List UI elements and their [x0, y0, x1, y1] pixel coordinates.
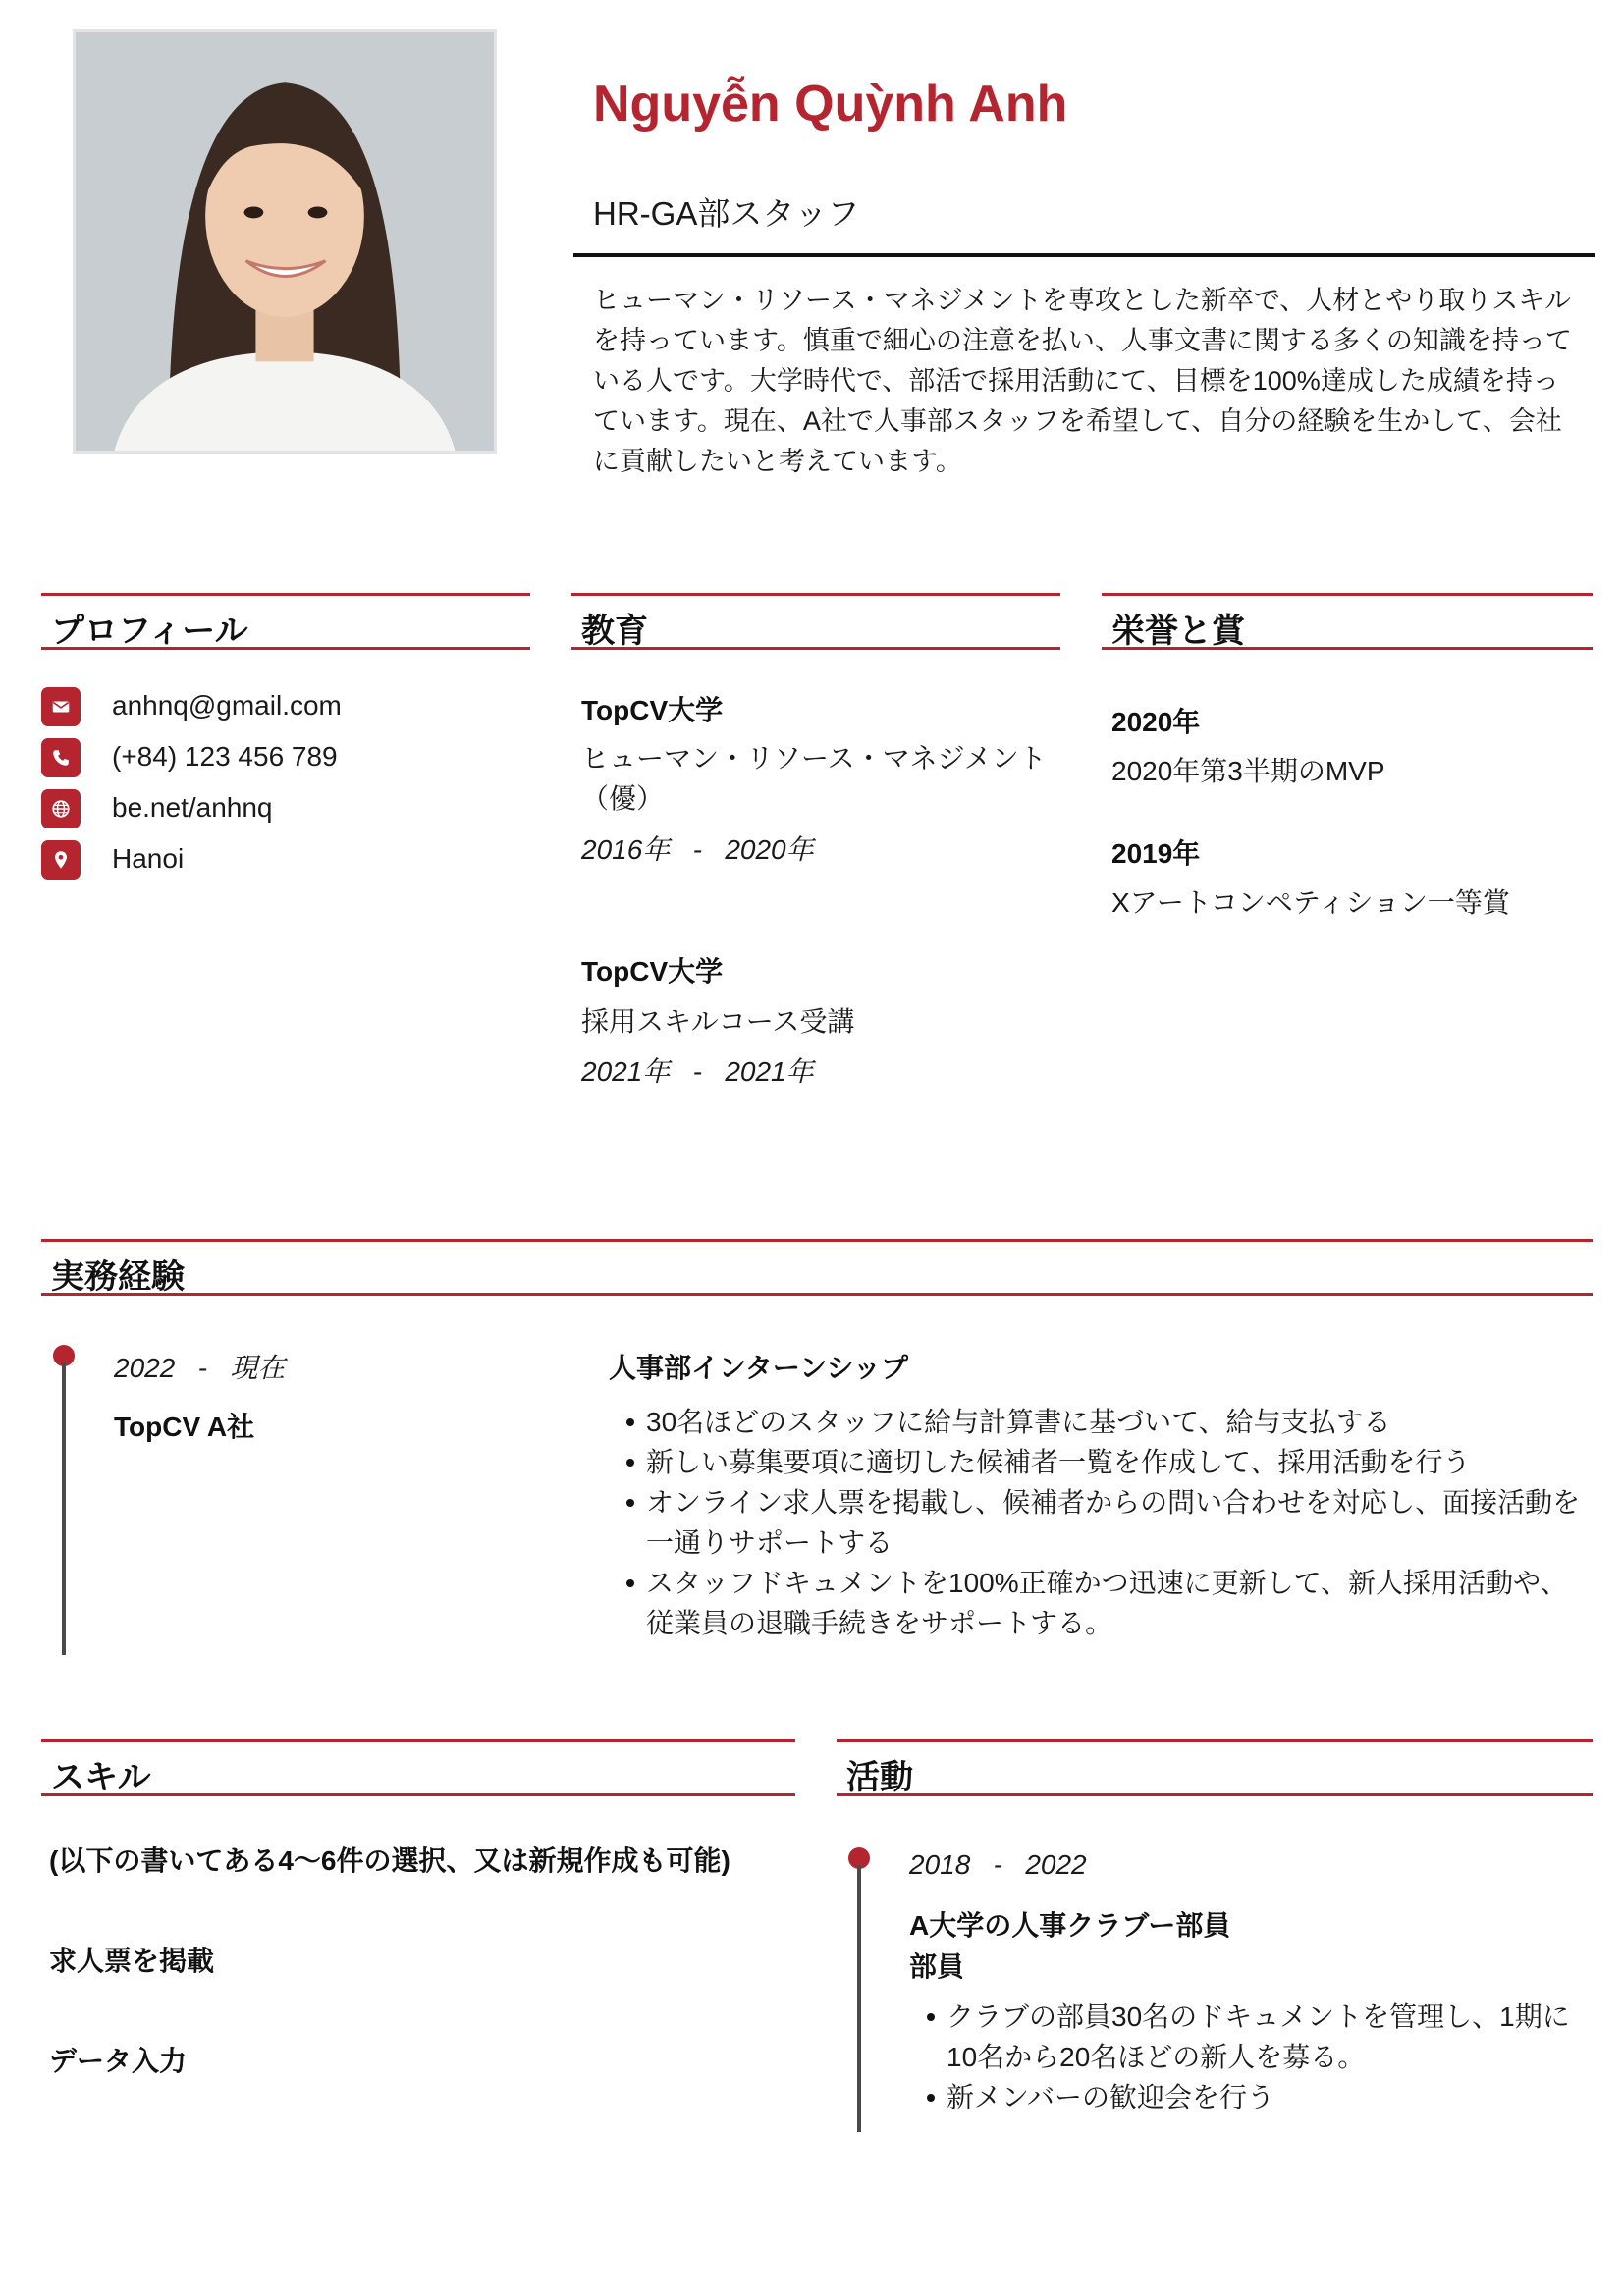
education-section-header: [571, 593, 1060, 650]
experience-section-header: [41, 1239, 1593, 1296]
activity-role: 部員: [909, 1951, 965, 1982]
list-item: スタッフドキュメントを100%正確かつ迅速に更新して、新人採用活動や、従業員の退職手続きをサポートする。: [624, 1563, 1581, 1643]
email-icon: [41, 687, 81, 726]
awards-section-title: 栄誉と賞: [1111, 613, 1245, 650]
phone-icon: [41, 738, 81, 777]
contact-website-text[interactable]: be.net/anhnq: [112, 792, 273, 823]
skills-section-title: スキル: [51, 1759, 151, 1796]
skill-item: 求人票を掲載: [49, 1946, 215, 1976]
timeline-line: [62, 1362, 66, 1655]
skills-section-header: [41, 1739, 795, 1796]
profile-section-header: [41, 593, 530, 650]
contact-email-text[interactable]: anhnq@gmail.com: [112, 690, 342, 721]
location-pin-icon: [41, 840, 81, 880]
education-school: TopCV大学: [581, 695, 724, 725]
award-description: 2020年第3半期のMVP: [1111, 756, 1385, 786]
activity-period: 2018 - 2022: [909, 1849, 1087, 1880]
contact-website: [41, 789, 513, 828]
profile-section-title: プロフィール: [51, 613, 248, 650]
experience-period: 2022 - 現在: [114, 1353, 286, 1383]
contact-phone-text[interactable]: (+84) 123 456 789: [112, 741, 338, 772]
list-item: 30名ほどのスタッフに給与計算書に基づいて、給与支払する: [624, 1402, 1581, 1442]
skills-note: (以下の書いてある4～6件の選択、又は新規作成も可能): [49, 1845, 730, 1876]
education-major: ヒューマン・リソース・マネジメント（優）: [581, 743, 1047, 814]
list-item: 新メンバーの歓迎会を行う: [925, 2077, 1583, 2117]
contact-phone: [41, 738, 513, 777]
profile-photo: [73, 29, 497, 454]
award-year: 2019年: [1111, 838, 1201, 869]
experience-position: 人事部インターンシップ: [609, 1353, 909, 1383]
job-title: HR-GA部スタッフ: [593, 195, 860, 232]
award-year: 2020年: [1111, 707, 1201, 737]
contact-location-text: Hanoi: [112, 843, 185, 874]
list-item: オンライン求人票を掲載し、候補者からの問い合わせを対応し、面接活動を一通りサポートする: [624, 1482, 1581, 1563]
education-section-title: 教育: [581, 613, 648, 650]
activities-section-header: [837, 1739, 1593, 1796]
portrait-illustration: [76, 32, 494, 451]
list-item: 新しい募集要項に適切した候補者一覧を作成して、採用活動を行う: [624, 1442, 1581, 1482]
activity-duties: [925, 1997, 1583, 2117]
education-period: 2021年 - 2021年: [581, 1056, 814, 1087]
activities-section-title: 活動: [846, 1759, 913, 1796]
experience-section-title: 実務経験: [51, 1258, 185, 1296]
experience-duties: [624, 1402, 1581, 1643]
globe-icon: [41, 789, 81, 828]
header-divider: [573, 253, 1595, 257]
awards-section-header: [1102, 593, 1593, 650]
contact-email: [41, 687, 513, 726]
skill-item: データ入力: [49, 2046, 188, 2076]
education-major: 採用スキルコース受講: [581, 1006, 855, 1037]
experience-company: TopCV A社: [114, 1412, 255, 1442]
career-summary: ヒューマン・リソース・マネジメントを専攻とした新卒で、人材とやり取りスキルを持っています。慎重で細心の注意を払い、人事文書に関する多くの知識を持っている人です。大学時代で、部活で採用活動にて、目標を100%達成した成績を持っています。現在、A社で人事部スタッフを希望して、自分の経験を生かして、会社に貢献したいと考えています。: [593, 286, 1572, 476]
timeline-line: [857, 1865, 861, 2132]
list-item: クラブの部員30名のドキュメントを管理し、1期に10名から20名ほどの新人を募る。: [925, 1997, 1583, 2077]
education-period: 2016年 - 2020年: [581, 834, 814, 865]
activity-organization: A大学の人事クラブー部員: [909, 1910, 1231, 1941]
education-school: TopCV大学: [581, 956, 724, 987]
candidate-name: Nguyễn Quỳnh Anh: [593, 76, 1068, 133]
award-description: Xアートコンペティション一等賞: [1111, 887, 1510, 918]
contact-location: [41, 840, 513, 880]
